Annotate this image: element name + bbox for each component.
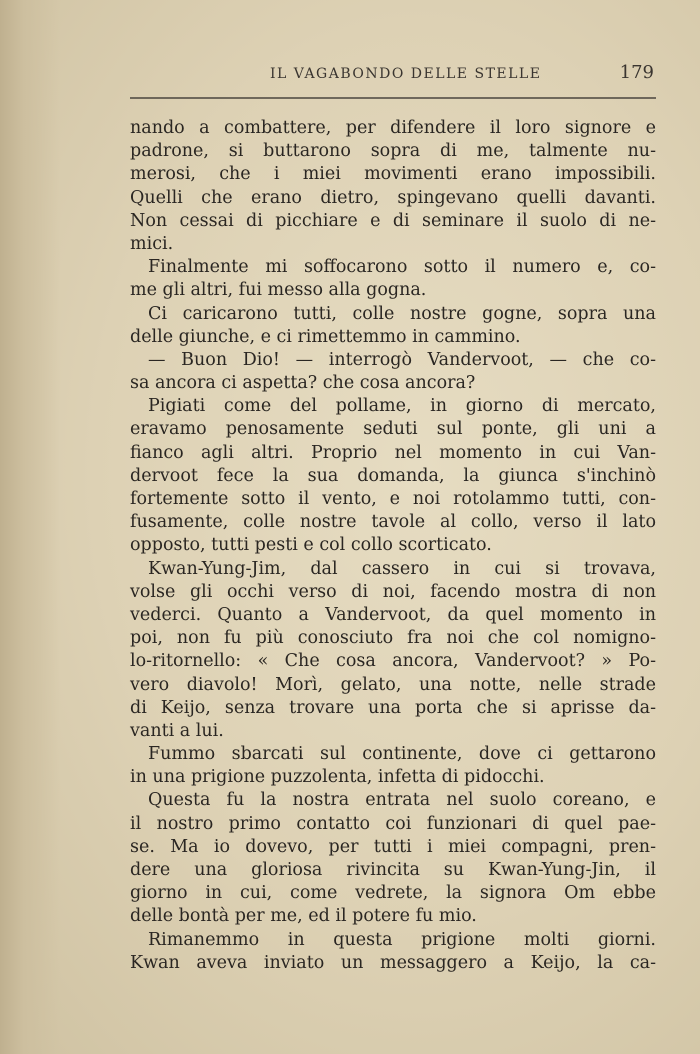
text-line: volse gli occhi verso di noi, facendo mostra di non xyxy=(130,581,656,602)
page-header xyxy=(130,62,656,90)
text-line: nando a combattere, per difendere il loro signore e xyxy=(130,118,656,138)
text-line: vederci. Quanto a Vandervoot, da quel momento in xyxy=(130,604,656,625)
text-line: eravamo penosamente seduti sul ponte, gli uni a xyxy=(130,419,656,440)
text-line: il nostro primo contatto coi funzionari di quel pae- xyxy=(130,813,656,834)
text-line: dere una gloriosa rivincita su Kwan-Yung-Jin, il xyxy=(130,860,656,880)
text-line: Finalmente mi soffocarono sotto il numero e, co- xyxy=(148,257,656,278)
text-line: mici. xyxy=(130,233,174,254)
text-line: merosi, che i miei movimenti erano impossibili. xyxy=(130,164,656,185)
text-line: giorno in cui, come vedrete, la signora Om ebbe xyxy=(130,883,656,904)
text-line: se. Ma io dovevo, per tutti i miei compagni, pren- xyxy=(130,836,656,857)
text-line: Quelli che erano dietro, spingevano quelli davanti. xyxy=(130,187,656,208)
header-rule xyxy=(130,97,656,99)
text-line: sa ancora ci aspetta? che cosa ancora? xyxy=(130,373,476,394)
text-line: Ci caricarono tutti, colle nostre gogne, sopra una xyxy=(148,303,656,324)
text-line: me gli altri, fui messo alla gogna. xyxy=(130,280,427,301)
page-number: 179 xyxy=(619,62,654,83)
text-line: Questa fu la nostra entrata nel suolo coreano, e xyxy=(148,790,656,811)
body-text xyxy=(130,117,656,975)
text-line: lo-ritornello: « Che cosa ancora, Vandervoot? » Po- xyxy=(130,651,656,672)
text-line: Pigiati come del pollame, in giorno di mercato, xyxy=(148,396,656,417)
text-line: delle giunche, e ci rimettemmo in cammino. xyxy=(130,326,521,347)
text-line: delle bontà per me, ed il potere fu mio. xyxy=(130,906,477,927)
text-line: vanti a lui. xyxy=(130,720,224,741)
text-line: Fummo sbarcati sul continente, dove ci gettarono xyxy=(148,744,656,765)
text-line: di Keijo, senza trovare una porta che si aprisse da- xyxy=(130,697,656,718)
page-gutter-shadow xyxy=(0,0,60,1054)
running-title: IL VAGABONDO DELLE STELLE xyxy=(270,66,542,82)
text-line: fianco agli altri. Proprio nel momento in cui Van- xyxy=(130,442,656,463)
text-line: dervoot fece la sua domanda, la giunca s'inchinò xyxy=(130,465,656,486)
text-line: — Buon Dio! — interrogò Vandervoot, — che co- xyxy=(148,349,656,370)
text-line: opposto, tutti pesti e col collo scorticato. xyxy=(130,535,492,556)
text-line: Non cessai di picchiare e di seminare il suolo di ne- xyxy=(130,210,656,231)
text-line: Kwan-Yung-Jim, dal cassero in cui si trovava, xyxy=(148,558,656,579)
text-line: in una prigione puzzolenta, infetta di pidocchi. xyxy=(130,767,545,788)
text-line: Kwan aveva inviato un messaggero a Keijo, la ca- xyxy=(130,952,656,973)
text-line: padrone, si buttarono sopra di me, talmente nu- xyxy=(130,141,656,162)
text-line: poi, non fu più conosciuto fra noi che col nomigno- xyxy=(130,628,656,649)
text-line: Rimanemmo in questa prigione molti giorni. xyxy=(148,929,656,950)
text-line: vero diavolo! Morì, gelato, una notte, nelle strade xyxy=(130,674,656,695)
text-line: fortemente sotto il vento, e noi rotolammo tutti, con- xyxy=(130,489,656,509)
text-line: fusamente, colle nostre tavole al collo, verso il lato xyxy=(130,512,656,533)
